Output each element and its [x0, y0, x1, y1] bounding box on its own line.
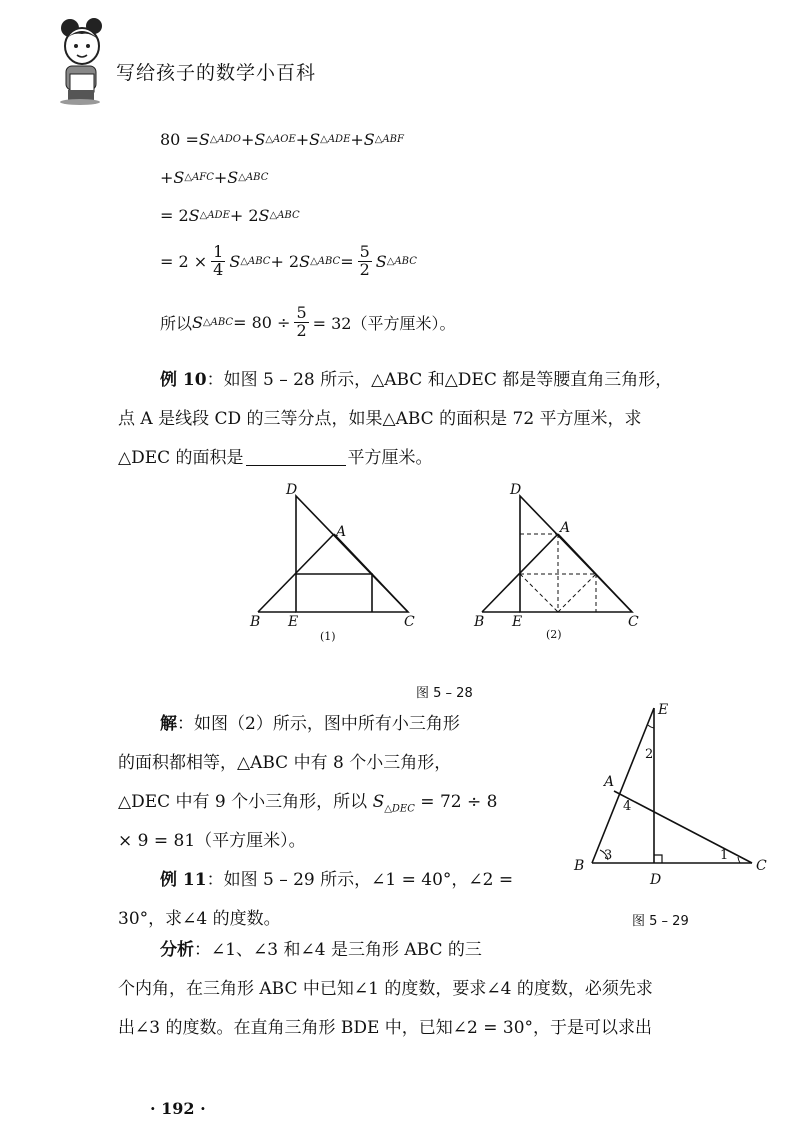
label-D: D: [650, 872, 662, 888]
example-10-line-3: △DEC 的面积是 平方厘米。: [118, 448, 433, 468]
label-A: A: [604, 774, 615, 790]
figure-5-28-caption: 图 5 – 28: [416, 686, 473, 701]
book-title-header: 写给孩子的数学小百科: [116, 62, 317, 84]
angle-3-label: 3: [604, 848, 613, 863]
equation-line-4: = 2 × $\frac{1}{4}$ S △ABC + 2 S △ABC = $\frac{5}{2}$ S △ABC: [160, 242, 417, 279]
example-10-line-1: 例 10：如图 5 – 28 所示，△ABC 和△DEC 都是等腰直角三角形，: [160, 370, 673, 390]
label-B: B: [574, 858, 585, 874]
analysis-line-1: 分析：∠1、∠3 和∠4 是三角形 ABC 的三: [160, 940, 482, 960]
label-D-2: D: [510, 482, 522, 498]
equation-line-2: + S △AFC + S △ABC: [160, 168, 269, 187]
sub-label-2: (2): [546, 628, 562, 641]
label-A-2: A: [560, 520, 571, 536]
equation-line-3: = 2 S △ADE + 2 S △ABC: [160, 206, 300, 225]
figure-5-29-caption: 图 5 – 29: [632, 914, 689, 929]
page-number: · 192 ·: [150, 1099, 206, 1118]
label-E-1: E: [288, 614, 299, 630]
figure-5-29: [570, 700, 780, 890]
sub-label-1: (1): [320, 630, 336, 643]
analysis-line-2: 个内角，在三角形 ABC 中已知∠1 的度数，要求∠4 的度数，必须先求: [118, 979, 653, 999]
label-E: E: [658, 702, 669, 718]
fraction-five-halves-2: $\frac{5}{2}$: [296, 303, 307, 340]
example-11-line-1: 例 11：如图 5 – 29 所示，∠1 = 40°，∠2 =: [160, 870, 514, 890]
solution-line-2: 的面积都相等，△ABC 中有 8 个小三角形，: [118, 753, 452, 773]
example-10-line-2: 点 A 是线段 CD 的三等分点，如果△ABC 的面积是 72 平方厘米，求: [118, 409, 642, 429]
angle-1-label: 1: [720, 848, 729, 863]
solution-line-3: △DEC 中有 9 个小三角形，所以 $S_{\triangle DEC} = 72 \div 8$: [118, 792, 498, 815]
solution-line-1: 解：如图（2）所示，图中所有小三角形: [160, 714, 460, 734]
figure-5-28-diagram-1: [258, 496, 408, 612]
label-C-2: C: [628, 614, 639, 630]
figure-5-28: [240, 480, 660, 650]
angle-4-label: 4: [623, 799, 632, 814]
label-D-1: D: [286, 482, 298, 498]
answer-blank: [246, 447, 346, 466]
label-E-2: E: [512, 614, 523, 630]
figure-5-28-diagram-2: [482, 496, 632, 612]
label-A-1: A: [336, 524, 347, 540]
label-B-2: B: [474, 614, 485, 630]
label-B-1: B: [250, 614, 261, 630]
fraction-one-quarter: $\frac{1}{4}$: [213, 242, 224, 279]
equation-line-1: 80 = S △ADO + S △AOE + S △ADE + S △ABF: [160, 130, 404, 149]
equation-line-5: 所以 S △ABC = 80 ÷ $\frac{5}{2}$ = 32（平方厘米）。: [160, 303, 456, 340]
example-11-line-2: 30°，求∠4 的度数。: [118, 909, 281, 929]
analysis-line-3: 出∠3 的度数。在直角三角形 BDE 中，已知∠2 = 30°，于是可以求出: [118, 1018, 653, 1038]
label-C: C: [756, 858, 767, 874]
label-C-1: C: [404, 614, 415, 630]
angle-2-label: 2: [645, 747, 654, 762]
solution-line-4: × 9 = 81（平方厘米）。: [118, 831, 306, 851]
fraction-five-halves: $\frac{5}{2}$: [359, 242, 370, 279]
girl-reading-mascot-icon: [50, 14, 112, 106]
